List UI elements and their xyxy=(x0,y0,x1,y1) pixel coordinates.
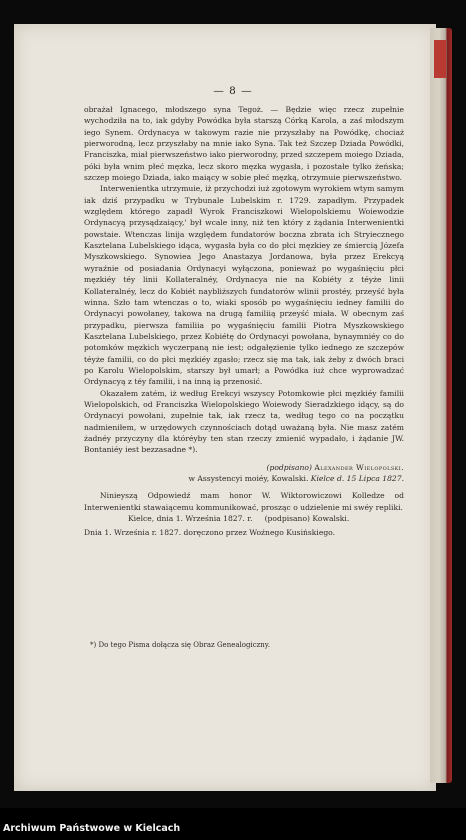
paragraph-3: Okazałem zatém, iż według Erekcyi wszyscy Potomkowie płci męzkiéy familii Wielopolskich, od Franciszka Wielopolskiego Woiewody Sieradzkiego idący, są do Ordynacyi powołani, zupełnie tak, iak rzecz ta, według tego co na początku nadmieniłem, w urzędowych czynnościach dotąd uważaną była. Nie masz zatém żadnéy przyczyny dla któréyby ten stan rzeczy zmienić wypadało, i żądanie JW. Bontaniéy iest bezzasadne *). xyxy=(84,388,404,455)
page-number: — 8 — xyxy=(213,85,253,97)
reply-signed-prefix: (podpisano) xyxy=(264,514,310,524)
archive-label: Archiwum Państwowe w Kielcach xyxy=(3,823,181,834)
delivery-note: Dnia 1. Września r. 1827. doręczono przez Woźnego Kusińskiego. xyxy=(84,528,336,538)
signature-name: Alexander Wielopolski. xyxy=(314,462,404,472)
page-edge xyxy=(430,28,452,783)
footnote: *) Do tego Pisma dołącza się Obraz Genealogiczny. xyxy=(90,641,271,649)
reply-place-date-line xyxy=(84,513,404,524)
signature-date: Kielce d. 15 Lipca 1827. xyxy=(310,474,404,483)
paragraph-2: Interwenientka utrzymuie, iż przychodzi iuż zgotowym wyrokiem wtym samym iak dziś przypadku w Trybunale Lubelskim r. 1729. zapadłym. Przypadek względem którego zapadł Wyrok Franciszkowi Wielopolskiemu Woiewodzie Ordynacyą przysądzaiący,' był wcale inny, niż ten który z żądania Interwenientki powstaie. Wtenczas linija względem fundatorów boczna zbrata ich Stryiecznego Kasztelana Lubelskiego idąca, wygasła była co do płci męzkiey ze śmiercią Józefa Myszkowskiego. Synowiea Jego Anastazya Jordanowa, była przez Erekcyą wyraźnie od posiadania Ordynacyi wyłączona, ponieważ po wygaśnięciu płci męzkiéy téy linii Kollateralnéy, Ordynacya nie na Kobiéty z téyże linii Kollateralnéy, lecz do Kobiét naybliższych fundatorów wlinii prostéy, przeyść była winna. Szło tam wtenczas o to, wiaki sposób po wygaśnięciu iedney familii do Ordynacyi powołaney, takowa na drugą familiią przeyść miała. W obecnym zaś przypadku, pierwsza familiia po wygaśnięciu familii Piotra Myszkowskiego Kasztelana Lubelskiego, przez Kobiétę do Ordynacyi powołana, bynaymniéy co do potomków męzkich wyczerpaną nie iest; odgałęzienie tylko iednego ze szczepów téyże familii, co do płci męzkiéy zgasło; rzecz się ma tak, iak żeby z dwóch braci po Karolu Wielopolskim, starszy był umarł; a Powódka iuż chce wyprowadzać Ordynacyą z téy familii, i na inną ią przenosić. xyxy=(84,184,405,387)
paragraph-1: obrażał Ignacego, młodszego syna Tegoż. — Będzie więc rzecz zupełnie wychodziła na to, iak gdyby Powódka była starszą Córką Karola, a zaś młodszym iego Synem. Ordynacya w takowym razie nie przyszłaby na Powódkę, chociaż pierworodną, lecz przyszłaby na mnie iako Syna. Tak też Szczep Dziada Powódki, Franciszka, miał pierwszeństwo iako pierworodny, przed szczepem moiego Dziada, póki była wnim płeć męzka, lecz skoro męzka wygasła, i pozostałe tylko żeńska; szczep moiego Dziada, iako maiący w sobie płeć męzką, otrzymuie pierwszeństwo. xyxy=(84,105,404,183)
assistance-line: w Assystencyi moiéy, Kowalski. xyxy=(188,474,309,483)
document-body xyxy=(84,104,404,539)
reply-signed-name: Kowalski. xyxy=(312,514,350,524)
reply-place-date: Kielce, dnia 1. Września 1827. r. xyxy=(128,514,253,524)
red-edge-mark xyxy=(434,40,446,78)
signature-prefix: (podpisano) xyxy=(266,462,312,472)
reply-paragraph: Ninieyszą Odpowiedź mam honor W. Wiktorowiczowi Kolledze od Interwenientki stawaiącemu kommunikować, prosząc o udzielenie mi swéy repliki. xyxy=(84,491,404,512)
signature-block xyxy=(84,462,404,485)
